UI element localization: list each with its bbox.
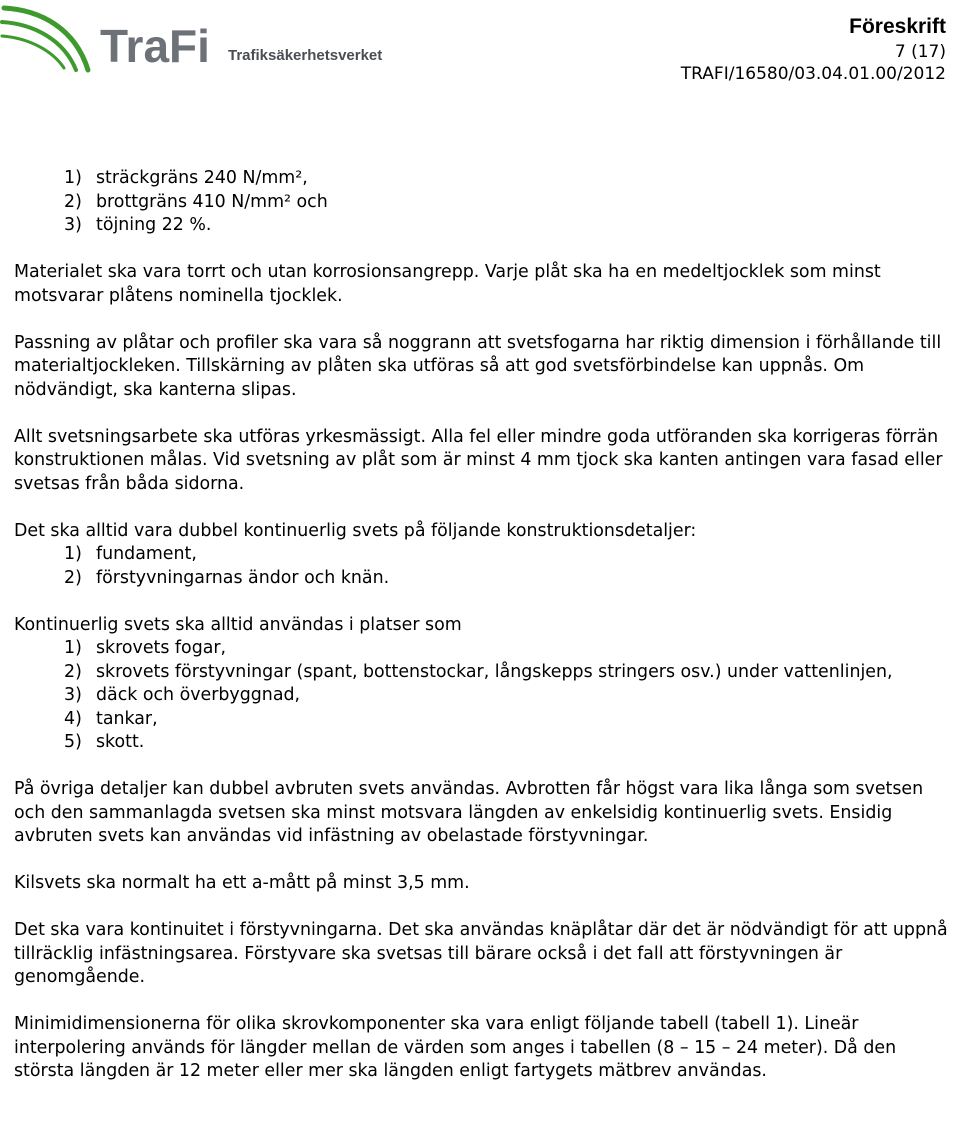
list-item: 2) brottgräns 410 N/mm² och (64, 191, 328, 212)
paragraph-stiffener-continuity: Det ska vara kontinuitet i förstyvningarna. Det ska användas knäplåtar där det är nödvändigt för att uppnå tillräcklig infästningsarea. Förstyvare ska svetsas till bärare också i det fall att förstyvningen är genomgående. (14, 920, 948, 987)
list-item: 3) töjning 22 %. (64, 215, 212, 235)
paragraph-double-weld-intro: Det ska alltid vara dubbel kontinuerlig svets på följande konstruktionsdetaljer: (14, 520, 697, 541)
document-reference: TRAFI/16580/03.04.01.00/2012 (680, 64, 946, 84)
list-item: 2) förstyvningarnas ändor och knän. (64, 567, 390, 588)
logo-subtitle: Trafiksäkerhetsverket (228, 47, 383, 64)
logo-wordmark: TraFi (100, 20, 210, 72)
paragraph-fillet-weld: Kilsvets ska normalt ha ett a-mått på minst 3,5 mm. (14, 873, 470, 893)
page-number: 7 (17) (894, 42, 946, 62)
list-item: 4) tankar, (64, 708, 158, 729)
double-weld-list (14, 543, 954, 590)
swoosh-icon (2, 8, 88, 70)
paragraph-material: Materialet ska vara torrt och utan korrosionsangrepp. Varje plåt ska ha en medeltjocklek som minst motsvarar plåtens nominella tjocklek. (14, 262, 881, 306)
paragraph-continuous-weld-intro: Kontinuerlig svets ska alltid användas i platser som (14, 614, 462, 635)
trafi-logo (0, 0, 390, 75)
paragraph-minimum-dimensions: Minimidimensionerna för olika skrovkomponenter ska vara enligt följande tabell (tabell 1). Lineär interpolering används för längder mellan de värden som anges i tabellen (8 – 15 – 24 meter). Då den största längden är 12 meter eller mer ska längden enligt fartygets mätbrev användas. (14, 1014, 897, 1081)
continuous-weld-list (14, 637, 954, 755)
list-item: 1) sträckgräns 240 N/mm², (64, 168, 308, 188)
paragraph-welding-work: Allt svetsningsarbete ska utföras yrkesmässigt. Alla fel eller mindre goda utföranden ska korrigeras förrän konstruktionen målas. Vid svetsning av plåt som är minst 4 mm tjock ska kanten antingen vara fasad eller svetsas från båda sidorna. (14, 426, 943, 494)
list-item: 3) däck och överbyggnad, (64, 685, 301, 705)
document-body (14, 167, 954, 1084)
paragraph-intermittent-weld: På övriga detaljer kan dubbel avbruten svets användas. Avbrotten får högst vara lika långa som svetsen och den sammanlagda svetsen ska minst motsvara längden av enkelsidig kontinuerlig svets. Ensidig avbruten svets kan användas vid infästning av obelastade förstyvningar. (14, 779, 924, 846)
list-item: 5) skott. (64, 732, 145, 752)
list-item: 1) fundament, (64, 544, 197, 564)
list-item: 2) skrovets förstyvningar (spant, bottenstockar, långskepps stringers osv.) under vattenlinjen, (64, 661, 893, 682)
material-properties-list (14, 167, 954, 238)
list-item: 1) skrovets fogar, (64, 638, 227, 658)
doc-type: Föreskrift (849, 15, 946, 38)
paragraph-fitting: Passning av plåtar och profiler ska vara så noggrann att svetsfogarna har riktig dimension i förhållande till materialtjockleken. Tillskärning av plåten ska utföras så att god svetsförbindelse kan uppnås. Om nödvändigt, ska kanterna slipas. (14, 332, 942, 400)
